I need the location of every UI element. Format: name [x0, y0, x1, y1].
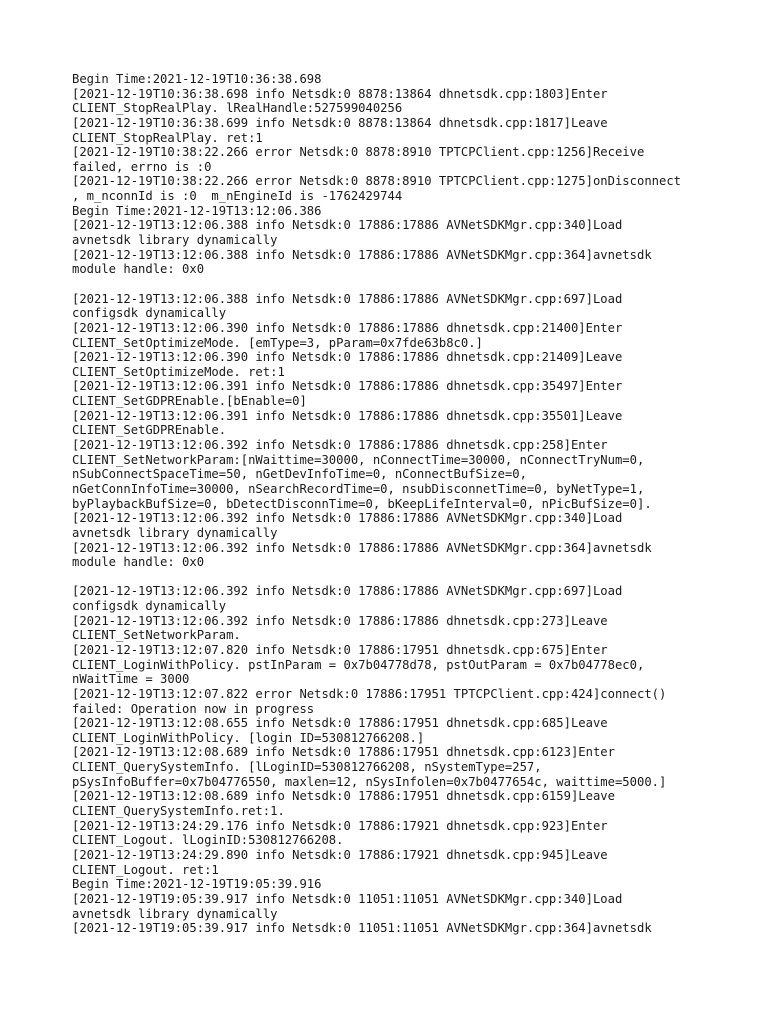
log-line: avnetsdk library dynamically [72, 233, 278, 248]
log-line: CLIENT_SetNetworkParam. [72, 628, 241, 643]
log-line: CLIENT_Logout. lLoginID:530812766208. [72, 833, 344, 848]
log-line: CLIENT_LoginWithPolicy. pstInParam = 0x7b04778d78, pstOutParam = 0x7b04778ec0, [72, 657, 645, 672]
log-line: nWaitTime = 3000 [72, 672, 190, 687]
log-line: CLIENT_QuerySystemInfo. [lLoginID=530812766208, nSystemType=257, [72, 760, 542, 775]
log-line: [2021-12-19T19:05:39.917 info Netsdk:0 11051:11051 AVNetSDKMgr.cpp:340]Load [72, 891, 623, 906]
log-line: [2021-12-19T13:12:06.392 info Netsdk:0 17886:17886 dhnetsdk.cpp:273]Leave [72, 613, 608, 628]
log-line: [2021-12-19T10:38:22.266 error Netsdk:0 8878:8910 TPTCPClient.cpp:1256]Receive [72, 145, 645, 160]
log-line: configsdk dynamically [72, 599, 227, 614]
log-line: [2021-12-19T13:12:08.689 info Netsdk:0 17886:17951 dhnetsdk.cpp:6159]Leave [72, 789, 615, 804]
log-line: [2021-12-19T10:36:38.699 info Netsdk:0 8878:13864 dhnetsdk.cpp:1817]Leave [72, 115, 608, 130]
log-line: Begin Time:2021-12-19T13:12:06.386 [72, 203, 322, 218]
log-line: [2021-12-19T13:12:06.392 info Netsdk:0 17886:17886 dhnetsdk.cpp:258]Enter [72, 438, 608, 453]
log-line: [2021-12-19T13:12:06.392 info Netsdk:0 17886:17886 AVNetSDKMgr.cpp:364]avnetsdk [72, 540, 652, 555]
log-line: [2021-12-19T13:12:06.392 info Netsdk:0 17886:17886 AVNetSDKMgr.cpp:340]Load [72, 511, 623, 526]
log-line: CLIENT_LoginWithPolicy. [login ID=530812766208.] [72, 730, 425, 745]
log-line: [2021-12-19T13:12:06.390 info Netsdk:0 17886:17886 dhnetsdk.cpp:21409]Leave [72, 350, 623, 365]
log-line: , m_nconnId is :0 m_nEngineId is -1762429744 [72, 189, 403, 204]
log-line: [2021-12-19T19:05:39.917 info Netsdk:0 11051:11051 AVNetSDKMgr.cpp:364]avnetsdk [72, 921, 652, 936]
log-line: avnetsdk library dynamically [72, 906, 278, 921]
log-line: [2021-12-19T13:12:06.390 info Netsdk:0 17886:17886 dhnetsdk.cpp:21400]Enter [72, 320, 623, 335]
log-line: configsdk dynamically [72, 306, 227, 321]
log-line [72, 570, 712, 585]
log-line: [2021-12-19T13:24:29.176 info Netsdk:0 17886:17921 dhnetsdk.cpp:923]Enter [72, 818, 608, 833]
log-line [72, 277, 712, 292]
log-line: [2021-12-19T13:12:08.655 info Netsdk:0 17886:17951 dhnetsdk.cpp:685]Leave [72, 716, 608, 731]
log-line: CLIENT_Logout. ret:1 [72, 862, 219, 877]
log-line: failed: Operation now in progress [72, 701, 315, 716]
log-line: [2021-12-19T10:38:22.266 error Netsdk:0 8878:8910 TPTCPClient.cpp:1275]onDisconnect [72, 174, 682, 189]
log-line: failed, errno is :0 [72, 159, 212, 174]
log-line: CLIENT_SetOptimizeMode. ret:1 [72, 364, 285, 379]
log-line: [2021-12-19T13:12:06.391 info Netsdk:0 17886:17886 dhnetsdk.cpp:35501]Leave [72, 408, 623, 423]
log-line: nGetConnInfoTime=30000, nSearchRecordTime=0, nsubDisconnetTime=0, byNetType=1, [72, 481, 645, 496]
log-line: CLIENT_StopRealPlay. ret:1 [72, 130, 263, 145]
log-line: CLIENT_SetOptimizeMode. [emType=3, pParam=0x7fde63b8c0.] [72, 335, 483, 350]
log-line: [2021-12-19T13:12:06.388 info Netsdk:0 17886:17886 AVNetSDKMgr.cpp:364]avnetsdk [72, 247, 652, 262]
log-line: [2021-12-19T13:12:08.689 info Netsdk:0 17886:17951 dhnetsdk.cpp:6123]Enter [72, 745, 615, 760]
log-line: Begin Time:2021-12-19T10:36:38.698 [72, 72, 322, 86]
log-line: [2021-12-19T10:36:38.698 info Netsdk:0 8878:13864 dhnetsdk.cpp:1803]Enter [72, 86, 608, 101]
log-line: CLIENT_QuerySystemInfo.ret:1. [72, 804, 285, 819]
log-line: CLIENT_SetGDPREnable. [72, 423, 227, 438]
log-line: module handle: 0x0 [72, 555, 205, 570]
log-line: [2021-12-19T13:12:06.391 info Netsdk:0 17886:17886 dhnetsdk.cpp:35497]Enter [72, 379, 623, 394]
log-line: [2021-12-19T13:12:07.822 error Netsdk:0 17886:17951 TPTCPClient.cpp:424]connect() [72, 686, 667, 701]
log-text-block [72, 72, 712, 936]
log-line: CLIENT_StopRealPlay. lRealHandle:527599040256 [72, 101, 403, 116]
log-line: [2021-12-19T13:12:07.820 info Netsdk:0 17886:17951 dhnetsdk.cpp:675]Enter [72, 642, 608, 657]
log-line: module handle: 0x0 [72, 262, 205, 277]
log-line: nSubConnectSpaceTime=50, nGetDevInfoTime=0, nConnectBufSize=0, [72, 467, 527, 482]
log-line: byPlaybackBufSize=0, bDetectDisconnTime=0, bKeepLifeInterval=0, nPicBufSize=0]. [72, 496, 652, 511]
log-line: [2021-12-19T13:12:06.388 info Netsdk:0 17886:17886 AVNetSDKMgr.cpp:697]Load [72, 291, 623, 306]
log-line: avnetsdk library dynamically [72, 525, 278, 540]
log-line: [2021-12-19T13:12:06.388 info Netsdk:0 17886:17886 AVNetSDKMgr.cpp:340]Load [72, 218, 623, 233]
log-line: [2021-12-19T13:12:06.392 info Netsdk:0 17886:17886 AVNetSDKMgr.cpp:697]Load [72, 584, 623, 599]
log-line: [2021-12-19T13:24:29.890 info Netsdk:0 17886:17921 dhnetsdk.cpp:945]Leave [72, 847, 608, 862]
log-line: pSysInfoBuffer=0x7b04776550, maxlen=12, nSysInfolen=0x7b0477654c, waittime=5000.] [72, 774, 667, 789]
log-line: CLIENT_SetGDPREnable.[bEnable=0] [72, 394, 307, 409]
log-line: Begin Time:2021-12-19T19:05:39.916 [72, 877, 322, 892]
log-line: CLIENT_SetNetworkParam:[nWaittime=30000, nConnectTime=30000, nConnectTryNum=0, [72, 452, 645, 467]
